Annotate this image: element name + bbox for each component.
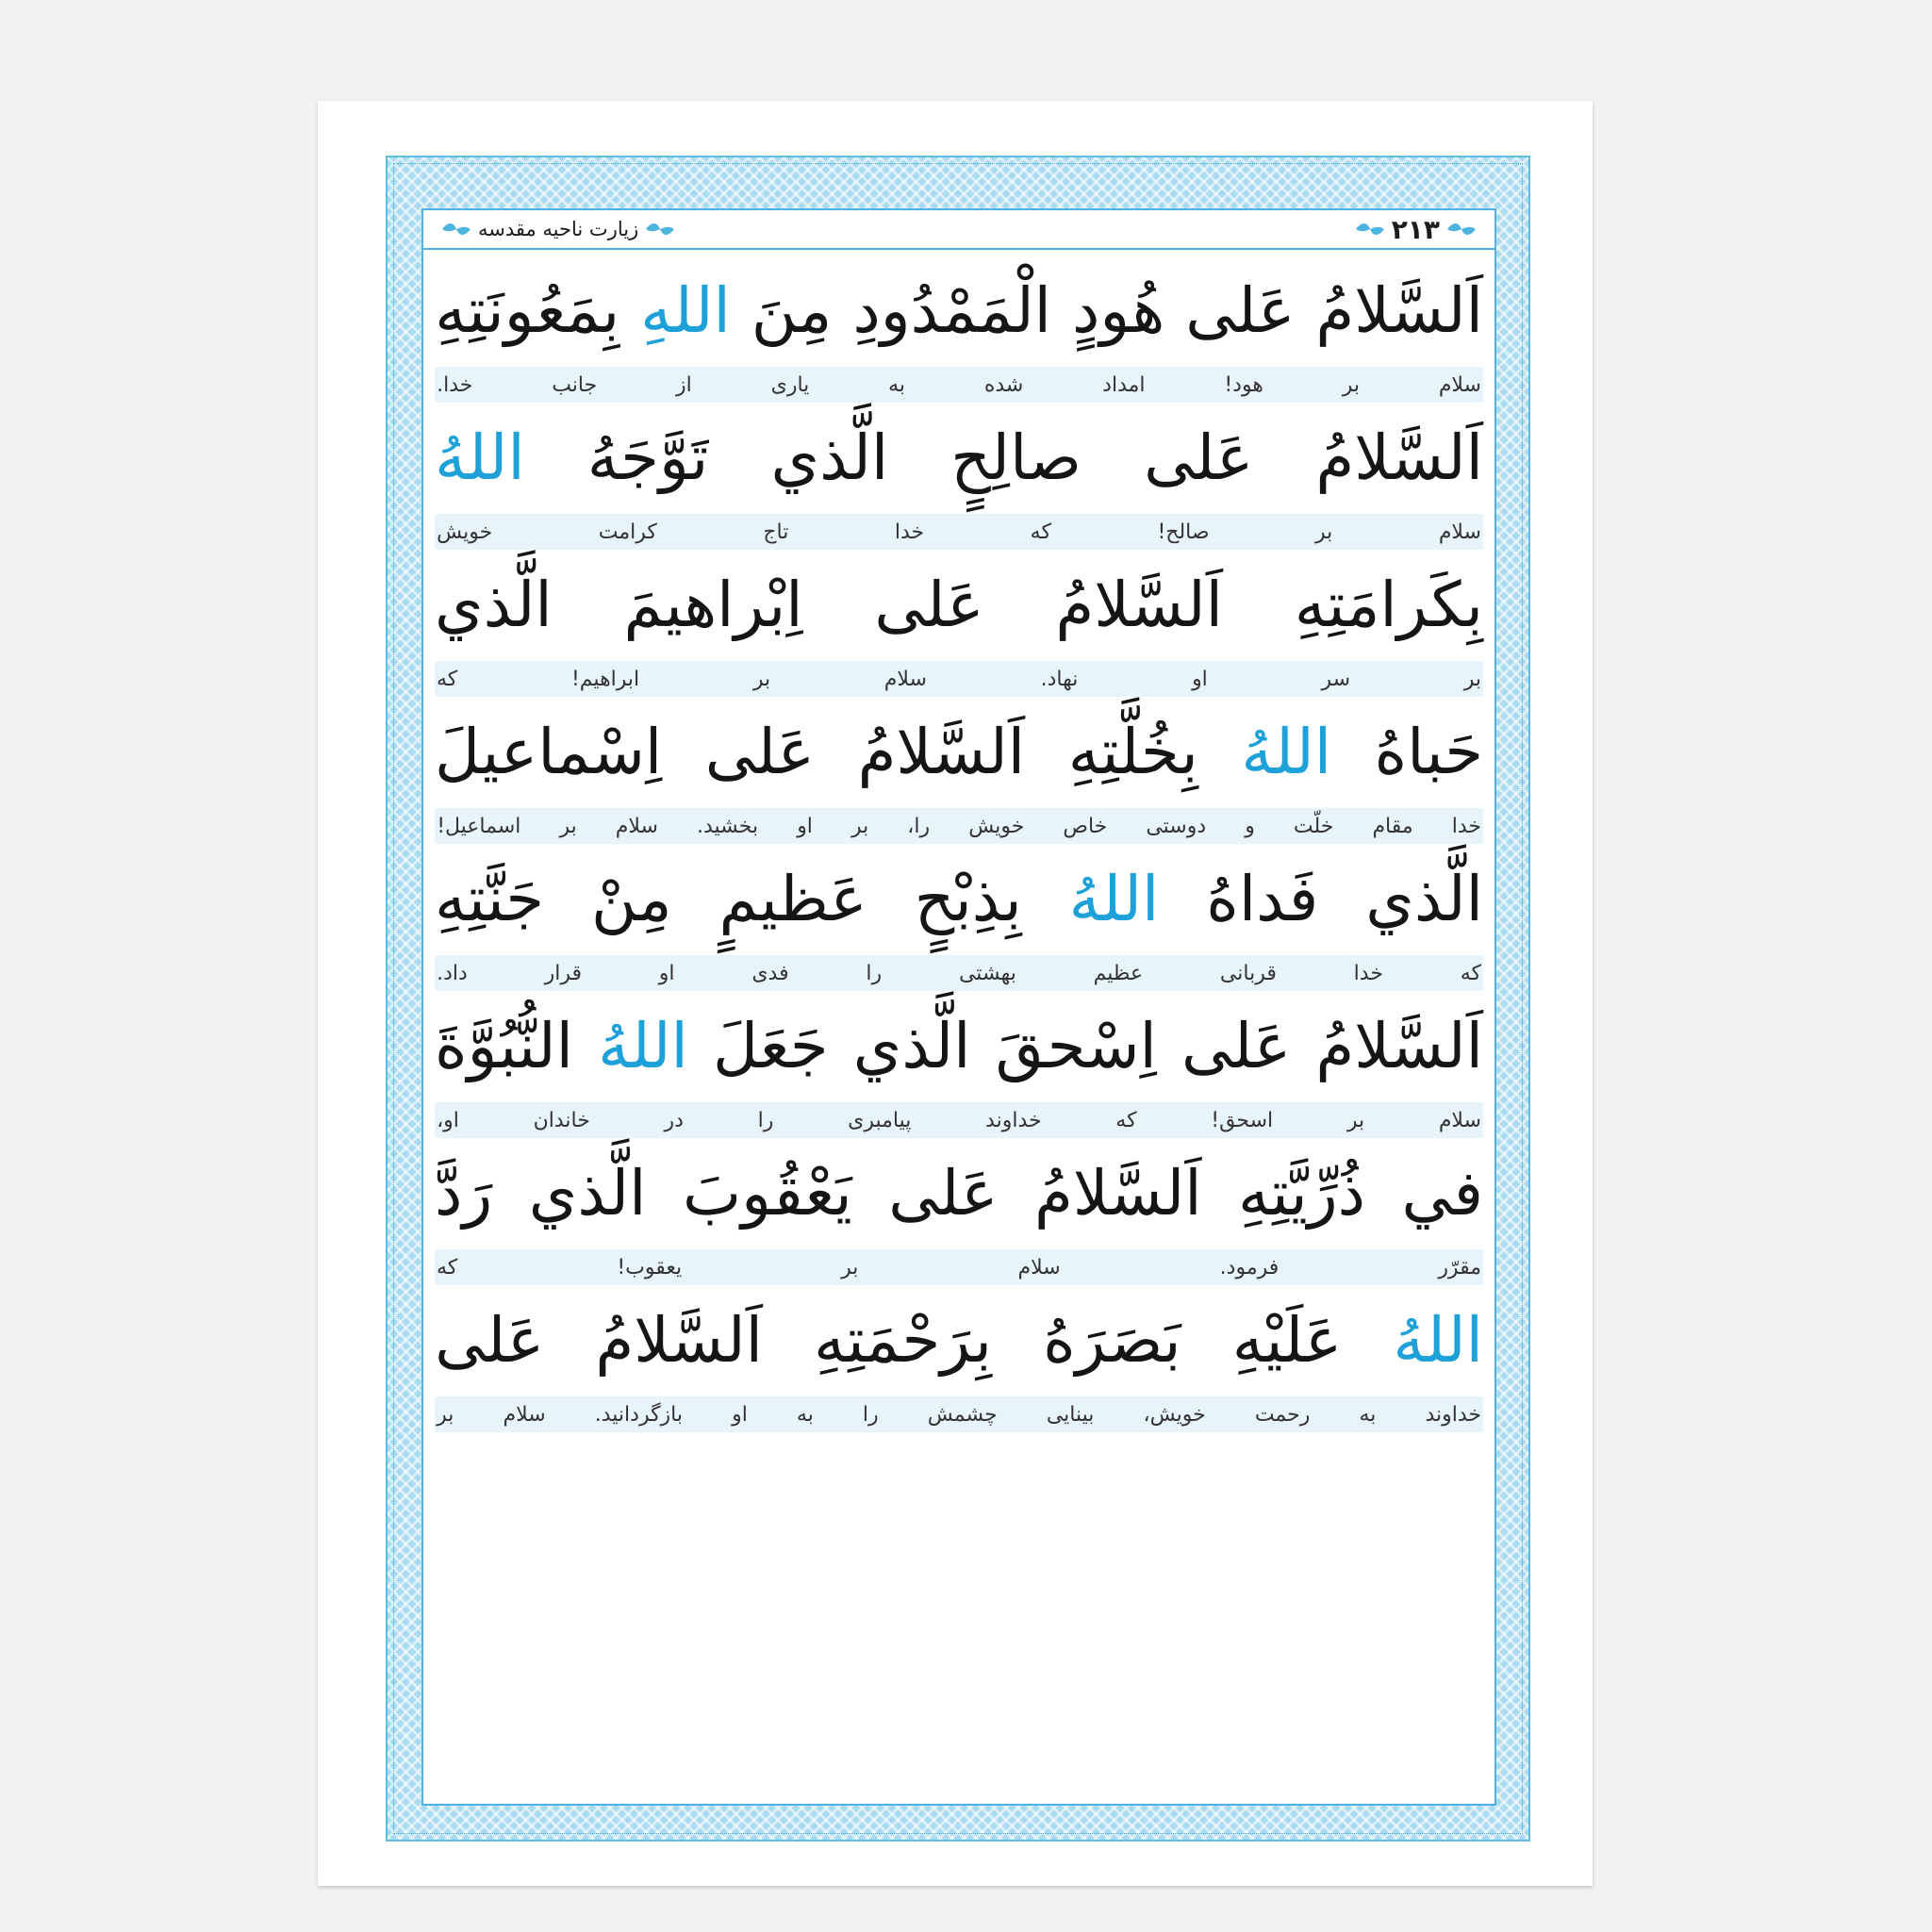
translation-word: که	[437, 1255, 458, 1280]
arabic-word: اللهُ	[1241, 716, 1332, 788]
arabic-word: عَلَيْهِ	[1231, 1304, 1343, 1377]
arabic-word: هُودٍ	[1071, 274, 1165, 347]
running-title-group	[440, 214, 676, 244]
translation-word: خداوند	[1425, 1402, 1481, 1427]
running-title: زیارت ناحیه مقدسه	[478, 218, 639, 240]
arabic-word: اَلسَّلامُ	[1315, 1010, 1483, 1082]
arabic-word: عَلى	[704, 716, 816, 788]
translation-word: یعقوب!	[617, 1255, 683, 1280]
arabic-word: عَظيمٍ	[718, 863, 867, 935]
translation-word: اسحق!	[1211, 1108, 1274, 1132]
translation-word: خاص	[1063, 814, 1108, 838]
translation-word: جانب	[552, 372, 598, 397]
persian-translation-line	[435, 367, 1483, 403]
translation-word: سلام	[1438, 372, 1481, 397]
arabic-word: مِنَ	[751, 274, 833, 347]
translation-word: خداوند	[985, 1108, 1042, 1132]
arabic-line	[435, 256, 1483, 367]
translation-word: رحمت	[1254, 1402, 1311, 1427]
translation-word: به	[796, 1402, 814, 1427]
translation-word: اسماعیل!	[437, 814, 521, 838]
text-panel	[421, 208, 1496, 1806]
arabic-word: اَلسَّلامُ	[1033, 1157, 1202, 1230]
translation-word: سلام	[615, 814, 658, 838]
persian-translation-line	[435, 1396, 1483, 1432]
translation-word: خاندان	[533, 1108, 590, 1132]
arabic-word: عَلى	[1185, 274, 1296, 347]
translation-word: خویش،	[1143, 1402, 1206, 1427]
translation-word: سلام	[883, 667, 927, 691]
arabic-word: اللهُ	[598, 1010, 688, 1082]
translation-word: که	[1115, 1108, 1137, 1132]
translation-word: که	[437, 667, 458, 691]
arabic-word: الْمَمْدُودِ	[852, 274, 1052, 347]
translation-word: او	[1192, 667, 1208, 691]
arabic-word: الَّذي	[435, 569, 553, 641]
arabic-word: الَّذي	[852, 1010, 971, 1082]
persian-translation-line	[435, 661, 1483, 697]
translation-word: بر	[841, 1255, 859, 1280]
translation-word: او	[658, 961, 675, 985]
translation-word: را،	[907, 814, 931, 838]
arabic-word: مِنْ	[590, 863, 672, 935]
translation-word: دوستی	[1146, 814, 1207, 838]
translation-word: شده	[983, 372, 1024, 397]
translation-word: که	[1460, 961, 1481, 985]
translation-word: بر	[1342, 372, 1360, 397]
translation-word: خویش	[968, 814, 1025, 838]
arabic-line	[435, 697, 1483, 808]
translation-word: قربانی	[1219, 961, 1277, 985]
arabic-word: عَلى	[888, 1157, 999, 1230]
arabic-word: اِبْراهيمَ	[623, 569, 803, 641]
translation-word: قرار	[544, 961, 582, 985]
arabic-word: جَعَلَ	[712, 1010, 829, 1082]
prayer-text	[435, 256, 1483, 1432]
arabic-word: بِكَرامَتِهِ	[1294, 569, 1483, 641]
translation-word: هود!	[1224, 372, 1263, 397]
arabic-word: اللهُ	[435, 421, 525, 494]
translation-word: را	[757, 1108, 774, 1132]
translation-word: از	[676, 372, 692, 397]
arabic-word: اَلسَّلامُ	[1055, 569, 1223, 641]
arabic-word: عَلى	[874, 569, 984, 641]
translation-word: مقرّر	[1438, 1255, 1481, 1280]
translation-word: بینایی	[1046, 1402, 1095, 1427]
translation-word: به	[1359, 1402, 1377, 1427]
translation-word: پیامبری	[848, 1108, 912, 1132]
translation-word: در	[664, 1108, 684, 1132]
translation-word: او	[732, 1402, 748, 1427]
arabic-word: رَدَّ	[435, 1157, 493, 1230]
translation-word: را	[862, 1402, 879, 1427]
translation-word: خدا	[1451, 814, 1481, 838]
ornament-icon	[440, 220, 472, 239]
arabic-word: اِسْماعيلَ	[435, 716, 663, 788]
arabic-word: اللهِ	[640, 274, 731, 347]
ornament-icon	[1354, 220, 1386, 239]
translation-word: فدی	[751, 961, 789, 985]
translation-word: کرامت	[598, 520, 657, 544]
ornament-icon	[644, 220, 676, 239]
arabic-word: اِسْحقَ	[995, 1010, 1157, 1082]
translation-word: بخشید.	[697, 814, 759, 838]
translation-word: نهاد.	[1040, 667, 1079, 691]
translation-word: یاری	[770, 372, 810, 397]
translation-word: خدا.	[437, 372, 473, 397]
translation-word: بازگردانید.	[594, 1402, 684, 1427]
arabic-line	[435, 403, 1483, 514]
page-sheet	[318, 101, 1593, 1886]
arabic-word: عَلى	[1144, 421, 1254, 494]
translation-word: بهشتی	[958, 961, 1016, 985]
translation-word: سر	[1321, 667, 1351, 691]
persian-translation-line	[435, 514, 1483, 550]
translation-word: خدا	[1353, 961, 1383, 985]
translation-word: بر	[1315, 520, 1333, 544]
translation-word: او،	[437, 1108, 459, 1132]
arabic-word: النُّبُوَّةَ	[435, 1010, 573, 1082]
translation-word: بر	[752, 667, 771, 691]
persian-translation-line	[435, 1102, 1483, 1138]
arabic-word: اللهُ	[1393, 1304, 1483, 1377]
translation-word: بر	[437, 1402, 454, 1427]
translation-word: فرمود.	[1219, 1255, 1280, 1280]
translation-word: به	[888, 372, 906, 397]
translation-word: سلام	[1438, 520, 1481, 544]
page-number-group	[1354, 214, 1478, 244]
arabic-line	[435, 844, 1483, 955]
arabic-word: الَّذي	[528, 1157, 647, 1230]
arabic-word: اَلسَّلامُ	[1315, 274, 1483, 347]
arabic-word: عَلى	[1181, 1010, 1292, 1082]
arabic-line	[435, 1138, 1483, 1249]
arabic-word: الَّذي	[1365, 863, 1483, 935]
translation-word: و	[1245, 814, 1255, 838]
translation-word: بر	[1463, 667, 1481, 691]
translation-word: عظیم	[1093, 961, 1144, 985]
arabic-word: في	[1401, 1157, 1483, 1230]
translation-word: صالح!	[1157, 520, 1210, 544]
arabic-word: بَصَرَهُ	[1043, 1304, 1181, 1377]
arabic-line	[435, 1285, 1483, 1396]
translation-word: ابراهیم!	[570, 667, 640, 691]
arabic-word: تَوَّجَهُ	[586, 421, 709, 494]
arabic-word: ذُرِّيَّتِهِ	[1238, 1157, 1365, 1230]
arabic-word: يَعْقُوبَ	[682, 1157, 852, 1230]
translation-word: بر	[1346, 1108, 1365, 1132]
arabic-word: بِخُلَّتِهِ	[1067, 716, 1198, 788]
arabic-word: الَّذي	[770, 421, 889, 494]
arabic-word: فَداهُ	[1206, 863, 1319, 935]
translation-word: او	[797, 814, 813, 838]
ornamental-frame	[386, 156, 1530, 1841]
translation-word: چشمش	[927, 1402, 998, 1427]
page-header	[423, 210, 1494, 250]
arabic-line	[435, 550, 1483, 661]
ornament-icon	[1445, 220, 1478, 239]
arabic-word: عَلى	[435, 1304, 545, 1377]
translation-word: داد.	[437, 961, 468, 985]
translation-word: خدا	[894, 520, 925, 544]
arabic-word: اَلسَّلامُ	[857, 716, 1026, 788]
arabic-word: حَباهُ	[1374, 716, 1483, 788]
translation-word: سلام	[1017, 1255, 1061, 1280]
arabic-word: صالِحٍ	[950, 421, 1082, 494]
persian-translation-line	[435, 808, 1483, 844]
arabic-word: جَنَّتِهِ	[435, 863, 545, 935]
translation-word: سلام	[503, 1402, 546, 1427]
translation-word: که	[1030, 520, 1051, 544]
arabic-word: بِرَحْمَتِهِ	[813, 1304, 993, 1377]
translation-word: را	[866, 961, 883, 985]
translation-word: بر	[559, 814, 577, 838]
persian-translation-line	[435, 955, 1483, 991]
translation-word: مقام	[1372, 814, 1413, 838]
page-number: ۲۱۳	[1391, 213, 1440, 245]
arabic-word: اللهُ	[1068, 863, 1160, 935]
arabic-word: اَلسَّلامُ	[1315, 421, 1483, 494]
arabic-word: بِذِبْحٍ	[914, 863, 1022, 935]
arabic-line	[435, 991, 1483, 1102]
arabic-word: بِمَعُونَتِهِ	[435, 274, 620, 347]
translation-word: خلّت	[1293, 814, 1334, 838]
arabic-word: اَلسَّلامُ	[595, 1304, 763, 1377]
translation-word: امداد	[1102, 372, 1146, 397]
translation-word: تاج	[763, 520, 789, 544]
translation-word: بر	[850, 814, 869, 838]
translation-word: خویش	[437, 520, 493, 544]
persian-translation-line	[435, 1249, 1483, 1285]
translation-word: سلام	[1438, 1108, 1481, 1132]
